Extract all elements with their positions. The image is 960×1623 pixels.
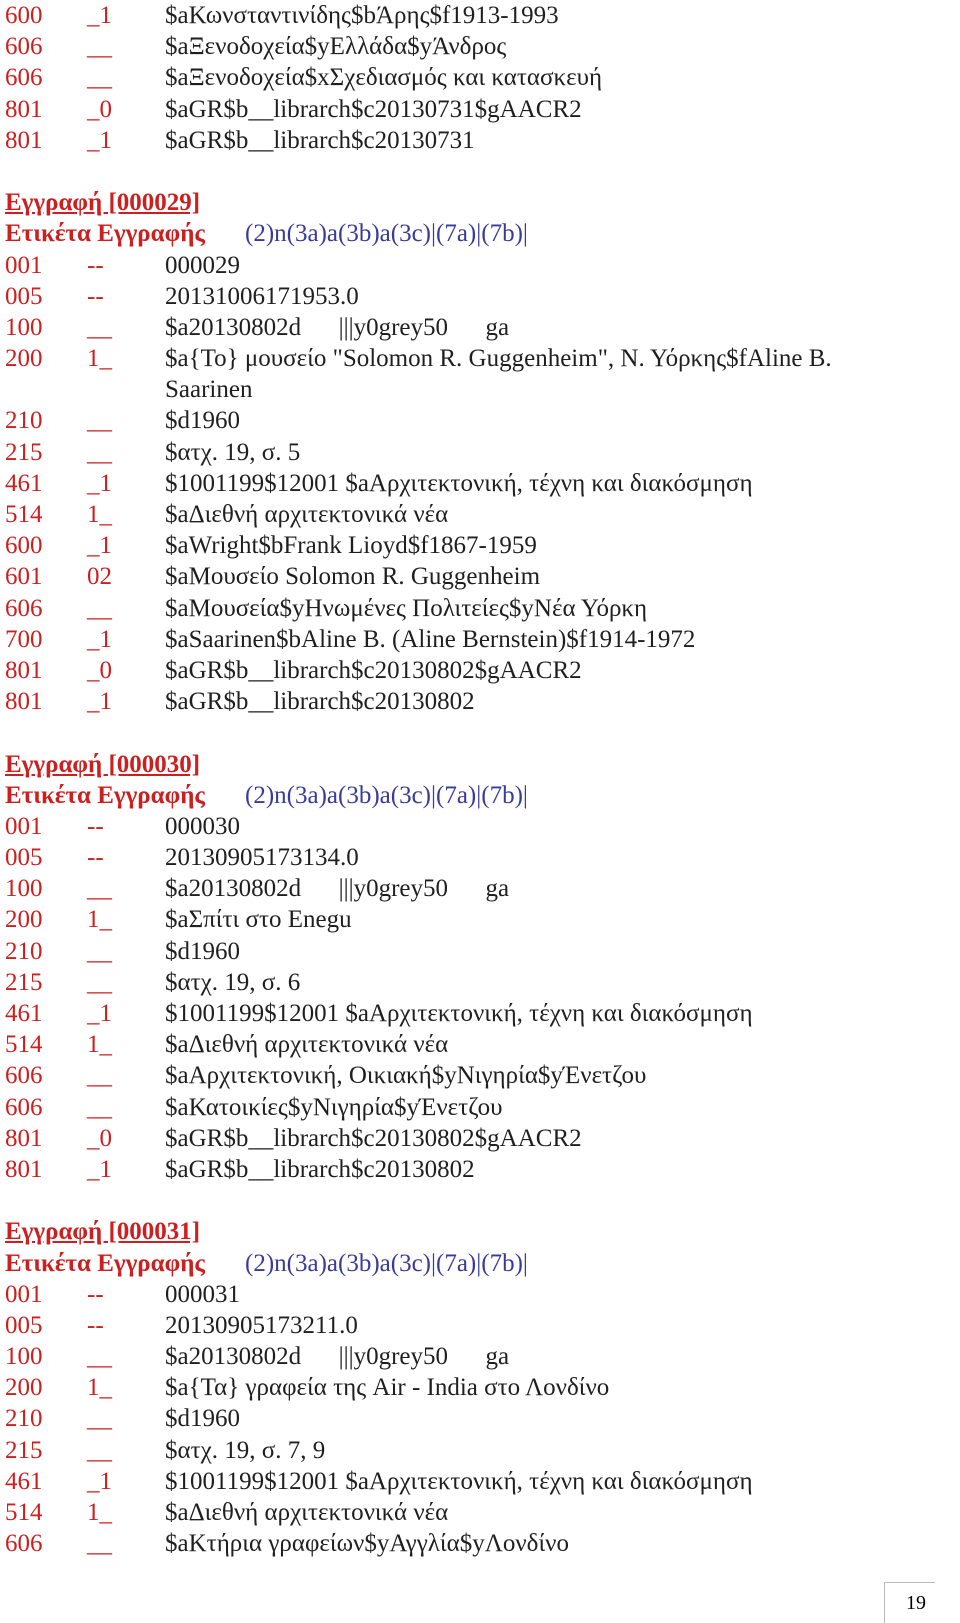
record-block xyxy=(5,749,945,1186)
field-tag: 606 xyxy=(5,1530,43,1558)
field-indicators: __ xyxy=(87,1093,112,1121)
field-indicators: _1 xyxy=(87,1467,112,1495)
field-indicators: 1_ xyxy=(87,501,112,528)
field-tag: 601 xyxy=(5,563,43,591)
field-row xyxy=(5,1435,945,1466)
record-label: Ετικέτα Εγγραφής xyxy=(5,220,205,248)
field-tag: 801 xyxy=(5,95,43,123)
lead-fields xyxy=(5,0,945,156)
field-row xyxy=(5,1154,945,1185)
field-value: $aWright$bFrank Lioyd$f1867-1959 xyxy=(165,532,537,560)
field-value: Saarinen xyxy=(165,376,253,404)
field-tag: 001 xyxy=(5,1280,43,1308)
field-indicators: __ xyxy=(87,407,112,435)
field-value: $a20130802d |||y0grey50 ga xyxy=(165,875,510,903)
field-row xyxy=(5,1403,945,1434)
field-tag: 801 xyxy=(5,126,43,154)
field-row xyxy=(5,1372,945,1403)
field-tag: 215 xyxy=(5,1436,43,1464)
field-row xyxy=(5,1060,945,1091)
field-tag: 001 xyxy=(5,812,43,840)
field-value: 000029 xyxy=(165,251,240,279)
field-row xyxy=(5,967,945,998)
field-row xyxy=(5,1528,945,1559)
field-row xyxy=(5,1466,945,1497)
field-tag: 700 xyxy=(5,625,43,653)
field-indicators: __ xyxy=(87,313,112,341)
field-value: $d1960 xyxy=(165,1405,240,1433)
field-tag: 801 xyxy=(5,1155,43,1183)
field-tag: 215 xyxy=(5,968,43,996)
field-indicators: 1_ xyxy=(87,345,112,373)
field-indicators: -- xyxy=(87,251,104,279)
field-indicators: 1_ xyxy=(87,906,112,934)
field-tag: 606 xyxy=(5,33,43,61)
field-value: $a{Τα} γραφεία της Air - India στο Λονδίνο xyxy=(165,1374,610,1402)
field-indicators: _1 xyxy=(87,532,112,560)
field-indicators: 1_ xyxy=(87,1374,112,1402)
field-value: $aΚτήρια γραφείων$yΑγγλία$yΛονδίνο xyxy=(165,1530,569,1558)
field-row xyxy=(5,904,945,935)
field-indicators: _1 xyxy=(87,2,112,29)
field-indicators: 1_ xyxy=(87,1031,112,1059)
field-tag: 200 xyxy=(5,1374,43,1402)
field-tag: 005 xyxy=(5,282,43,310)
field-value: $aΞενοδοχεία$xΣχεδιασμός και κατασκευή xyxy=(165,64,603,92)
field-value: $aΞενοδοχεία$yΕλλάδα$yΆνδρος xyxy=(165,33,507,61)
field-value: 000031 xyxy=(165,1280,240,1308)
field-row xyxy=(5,125,945,156)
field-tag: 606 xyxy=(5,1062,43,1090)
field-indicators: _1 xyxy=(87,1000,112,1027)
field-indicators: _1 xyxy=(87,1155,112,1183)
field-row xyxy=(5,998,945,1029)
field-value: $ατχ. 19, σ. 5 xyxy=(165,438,301,466)
field-row xyxy=(5,437,945,468)
field-row xyxy=(5,468,945,499)
field-row xyxy=(5,1029,945,1060)
field-value: $aΜουσείο Solomon R. Guggenheim xyxy=(165,563,541,591)
field-indicators: _1 xyxy=(87,625,112,653)
field-indicators: _0 xyxy=(87,656,112,684)
field-tag: 100 xyxy=(5,313,43,341)
field-tag: 514 xyxy=(5,501,43,528)
field-value: $aSaarinen$bAline B. (Aline Bernstein)$f1914-1972 xyxy=(165,625,696,653)
field-value: 20130905173134.0 xyxy=(165,844,359,872)
record-title: Εγγραφή [000031] xyxy=(5,1218,201,1246)
field-tag: 600 xyxy=(5,532,43,560)
field-indicators: __ xyxy=(87,1062,112,1090)
field-indicators: _1 xyxy=(87,469,112,497)
record-label-row xyxy=(5,780,945,811)
field-tag: 200 xyxy=(5,345,43,373)
blank-line xyxy=(5,1185,945,1216)
field-tag: 600 xyxy=(5,2,43,29)
field-row xyxy=(5,250,945,281)
field-row xyxy=(5,686,945,717)
field-tag: 210 xyxy=(5,407,43,435)
field-row xyxy=(5,405,945,436)
field-tag: 461 xyxy=(5,469,43,497)
record-block xyxy=(5,1216,945,1559)
field-tag: 461 xyxy=(5,1000,43,1027)
record-leader: (2)n(3a)a(3b)a(3c)|(7a)|(7b)| xyxy=(245,781,528,809)
field-row xyxy=(5,624,945,655)
field-value: 20130905173211.0 xyxy=(165,1311,358,1339)
blank-line xyxy=(5,717,945,748)
field-value: $aΚατοικίες$yΝιγηρία$yΈνετζου xyxy=(165,1093,503,1121)
field-value: 20131006171953.0 xyxy=(165,282,359,310)
field-indicators: __ xyxy=(87,33,112,61)
record-leader: (2)n(3a)a(3b)a(3c)|(7a)|(7b)| xyxy=(245,220,528,248)
records-list xyxy=(5,156,945,1559)
field-indicators: -- xyxy=(87,282,104,310)
field-tag: 801 xyxy=(5,1124,43,1152)
field-row xyxy=(5,0,945,31)
field-tag: 100 xyxy=(5,1343,43,1371)
field-indicators: __ xyxy=(87,937,112,965)
record-label-row xyxy=(5,1248,945,1279)
field-value: $1001199$12001 $aΑρχιτεκτονική, τέχνη και διακόσμηση xyxy=(165,469,753,497)
field-row xyxy=(5,530,945,561)
field-indicators: _1 xyxy=(87,688,112,716)
field-tag: 200 xyxy=(5,906,43,934)
field-indicators: 1_ xyxy=(87,1499,112,1526)
field-value: $aGR$b__librarch$c20130802 xyxy=(165,1155,475,1183)
field-value: $aΚωνσταντινίδης$bΆρης$f1913-1993 xyxy=(165,2,559,29)
field-value: $ατχ. 19, σ. 7, 9 xyxy=(165,1436,326,1464)
field-tag: 514 xyxy=(5,1499,43,1526)
field-value: $aΑρχιτεκτονική, Οικιακή$yΝιγηρία$yΈνετζου xyxy=(165,1062,647,1090)
field-row xyxy=(5,873,945,904)
field-row xyxy=(5,1497,945,1528)
field-row xyxy=(5,31,945,62)
field-row xyxy=(5,1310,945,1341)
field-indicators: __ xyxy=(87,64,112,92)
field-value: 000030 xyxy=(165,812,240,840)
field-tag: 210 xyxy=(5,937,43,965)
field-row xyxy=(5,936,945,967)
field-value: $1001199$12001 $aΑρχιτεκτονική, τέχνη και διακόσμηση xyxy=(165,1467,753,1495)
record-label-row xyxy=(5,218,945,249)
field-indicators: _0 xyxy=(87,95,112,123)
field-indicators: __ xyxy=(87,1530,112,1558)
field-tag: 001 xyxy=(5,251,43,279)
field-indicators: __ xyxy=(87,1405,112,1433)
page-number: 19 xyxy=(906,1592,926,1614)
field-value: $aGR$b__librarch$c20130802$gAACR2 xyxy=(165,656,582,684)
field-row xyxy=(5,655,945,686)
record-block xyxy=(5,187,945,717)
field-value: $aΣπίτι στο Enegu xyxy=(165,906,352,934)
field-tag: 606 xyxy=(5,1093,43,1121)
field-value: $a20130802d |||y0grey50 ga xyxy=(165,313,510,341)
field-indicators: -- xyxy=(87,1311,104,1339)
field-tag: 514 xyxy=(5,1031,43,1059)
field-indicators: _1 xyxy=(87,126,112,154)
field-value: $a20130802d |||y0grey50 ga xyxy=(165,1343,510,1371)
field-row xyxy=(5,343,945,374)
field-value: $1001199$12001 $aΑρχιτεκτονική, τέχνη και διακόσμηση xyxy=(165,1000,753,1027)
field-indicators: __ xyxy=(87,1436,112,1464)
field-row xyxy=(5,811,945,842)
field-value: $aΜουσεία$yΗνωμένες Πολιτείες$yΝέα Υόρκη xyxy=(165,594,648,622)
field-row xyxy=(5,1092,945,1123)
record-leader: (2)n(3a)a(3b)a(3c)|(7a)|(7b)| xyxy=(245,1249,528,1277)
field-row xyxy=(5,62,945,93)
field-row xyxy=(5,94,945,125)
field-value: $a{Το} μουσείο "Solomon R. Guggenheim", Ν. Υόρκης$fAline B. xyxy=(165,345,832,373)
field-indicators: -- xyxy=(87,812,104,840)
field-row xyxy=(5,374,945,405)
field-tag: 005 xyxy=(5,1311,43,1339)
field-tag: 606 xyxy=(5,64,43,92)
field-indicators: -- xyxy=(87,844,104,872)
field-tag: 215 xyxy=(5,438,43,466)
field-tag: 210 xyxy=(5,1405,43,1433)
field-row xyxy=(5,1279,945,1310)
field-tag: 461 xyxy=(5,1467,43,1495)
field-indicators: _0 xyxy=(87,1124,112,1152)
record-label: Ετικέτα Εγγραφής xyxy=(5,781,205,809)
field-row xyxy=(5,593,945,624)
field-indicators: 02 xyxy=(87,563,112,591)
field-value: $aGR$b__librarch$c20130802$gAACR2 xyxy=(165,1124,582,1152)
field-row xyxy=(5,1123,945,1154)
field-tag: 801 xyxy=(5,688,43,716)
field-value: $aGR$b__librarch$c20130802 xyxy=(165,688,475,716)
field-row xyxy=(5,561,945,592)
field-indicators: __ xyxy=(87,594,112,622)
field-row xyxy=(5,281,945,312)
field-value: $aGR$b__librarch$c20130731$gAACR2 xyxy=(165,95,582,123)
field-indicators: __ xyxy=(87,438,112,466)
document-body xyxy=(5,0,945,1559)
field-row xyxy=(5,1341,945,1372)
field-tag: 606 xyxy=(5,594,43,622)
field-indicators: __ xyxy=(87,875,112,903)
field-tag: 005 xyxy=(5,844,43,872)
field-value: $aGR$b__librarch$c20130731 xyxy=(165,126,475,154)
field-value: $aΔιεθνή αρχιτεκτονικά νέα xyxy=(165,1499,449,1526)
field-value: $d1960 xyxy=(165,407,240,435)
record-title: Εγγραφή [000029] xyxy=(5,189,201,217)
field-row xyxy=(5,312,945,343)
record-title: Εγγραφή [000030] xyxy=(5,750,201,778)
field-tag: 801 xyxy=(5,656,43,684)
field-indicators: __ xyxy=(87,1343,112,1371)
field-value: $ατχ. 19, σ. 6 xyxy=(165,968,301,996)
field-value: $aΔιεθνή αρχιτεκτονικά νέα xyxy=(165,501,449,528)
field-indicators: -- xyxy=(87,1280,104,1308)
record-label: Ετικέτα Εγγραφής xyxy=(5,1249,205,1277)
field-row xyxy=(5,842,945,873)
field-value: $aΔιεθνή αρχιτεκτονικά νέα xyxy=(165,1031,449,1059)
field-indicators: __ xyxy=(87,968,112,996)
blank-line xyxy=(5,156,945,187)
field-row xyxy=(5,499,945,530)
field-tag: 100 xyxy=(5,875,43,903)
field-value: $d1960 xyxy=(165,937,240,965)
